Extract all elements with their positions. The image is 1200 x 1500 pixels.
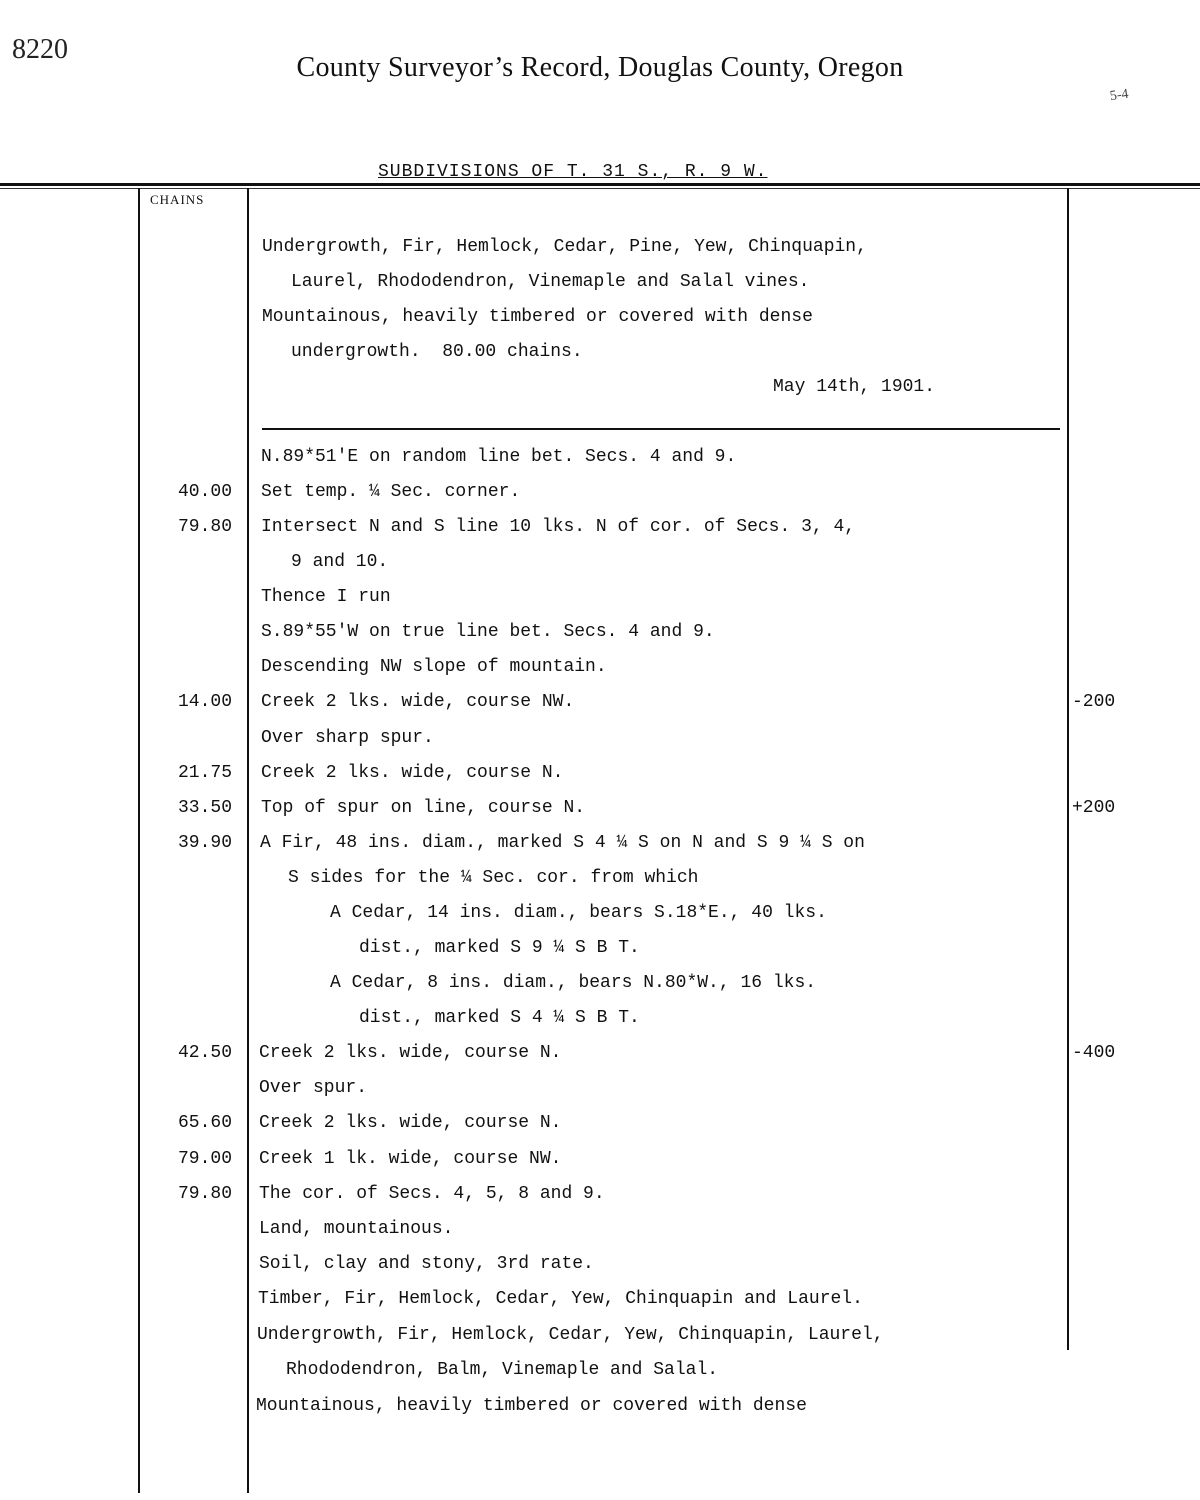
note-line: Undergrowth, Fir, Hemlock, Cedar, Pine, Yew, Chinquapin,: [262, 237, 867, 257]
header-rule: [0, 183, 1200, 186]
chains-column-divider: [247, 188, 249, 1493]
note-line: Mountainous, heavily timbered or covered with dense: [256, 1396, 807, 1416]
note-line: Mountainous, heavily timbered or covered with dense: [262, 307, 813, 327]
note-line: Creek 2 lks. wide, course N.: [259, 1113, 562, 1133]
note-line: May 14th, 1901.: [773, 377, 936, 397]
note-line: undergrowth. 80.00 chains.: [291, 342, 583, 362]
page-number: 8220: [12, 34, 68, 65]
elevation-change: -400: [1072, 1043, 1116, 1063]
note-line: Set temp. ¼ Sec. corner.: [261, 482, 521, 502]
elevation-change: -200: [1072, 692, 1116, 712]
note-line: Timber, Fir, Hemlock, Cedar, Yew, Chinquapin and Laurel.: [258, 1289, 863, 1309]
chain-distance: 33.50: [177, 798, 232, 818]
note-line: A Cedar, 8 ins. diam., bears N.80*W., 16 lks.: [330, 973, 817, 993]
note-line: The cor. of Secs. 4, 5, 8 and 9.: [259, 1184, 605, 1204]
chain-distance: 79.80: [177, 1184, 232, 1204]
page-title: County Surveyor’s Record, Douglas County, Oregon: [296, 52, 904, 83]
entry-separator: [262, 428, 1060, 430]
chain-distance: 39.90: [177, 833, 232, 853]
note-line: A Fir, 48 ins. diam., marked S 4 ¼ S on N and S 9 ¼ S on: [260, 833, 865, 853]
header-rule-thin: [0, 188, 1200, 189]
note-line: Creek 2 lks. wide, course N.: [261, 763, 564, 783]
note-line: Over sharp spur.: [261, 728, 434, 748]
note-line: Intersect N and S line 10 lks. N of cor. of Secs. 3, 4,: [261, 517, 856, 537]
note-line: Land, mountainous.: [259, 1219, 454, 1239]
chain-distance: 79.80: [177, 517, 232, 537]
chain-distance: 40.00: [177, 482, 232, 502]
note-line: Creek 1 lk. wide, course NW.: [259, 1149, 562, 1169]
note-line: Undergrowth, Fir, Hemlock, Cedar, Yew, Chinquapin, Laurel,: [257, 1325, 884, 1345]
note-line: dist., marked S 4 ¼ S B T.: [359, 1008, 640, 1028]
note-line: S sides for the ¼ Sec. cor. from which: [288, 868, 699, 888]
chain-distance: 21.75: [177, 763, 232, 783]
margin-note: 5-4: [1108, 86, 1130, 105]
note-line: Top of spur on line, course N.: [261, 798, 586, 818]
chain-distance: 14.00: [177, 692, 232, 712]
note-line: Creek 2 lks. wide, course N.: [259, 1043, 562, 1063]
chains-column-header: CHAINS: [150, 192, 205, 207]
note-line: Laurel, Rhododendron, Vinemaple and Salal vines.: [291, 272, 810, 292]
elevation-column-divider: [1067, 188, 1069, 1350]
section-heading: SUBDIVISIONS OF T. 31 S., R. 9 W.: [378, 162, 768, 182]
chain-distance: 65.60: [177, 1113, 232, 1133]
note-line: Descending NW slope of mountain.: [261, 657, 607, 677]
note-line: N.89*51'E on random line bet. Secs. 4 and 9.: [261, 447, 737, 467]
note-line: dist., marked S 9 ¼ S B T.: [359, 938, 640, 958]
note-line: S.89*55'W on true line bet. Secs. 4 and 9.: [261, 622, 715, 642]
note-line: Over spur.: [259, 1078, 368, 1098]
note-line: A Cedar, 14 ins. diam., bears S.18*E., 40 lks.: [330, 903, 827, 923]
elevation-change: +200: [1072, 798, 1116, 818]
chain-distance: 79.00: [177, 1149, 232, 1169]
note-line: Rhododendron, Balm, Vinemaple and Salal.: [286, 1360, 719, 1380]
note-line: Creek 2 lks. wide, course NW.: [261, 692, 575, 712]
note-line: Soil, clay and stony, 3rd rate.: [259, 1254, 594, 1274]
note-line: 9 and 10.: [291, 552, 389, 572]
chain-distance: 42.50: [177, 1043, 232, 1063]
note-line: Thence I run: [261, 587, 391, 607]
